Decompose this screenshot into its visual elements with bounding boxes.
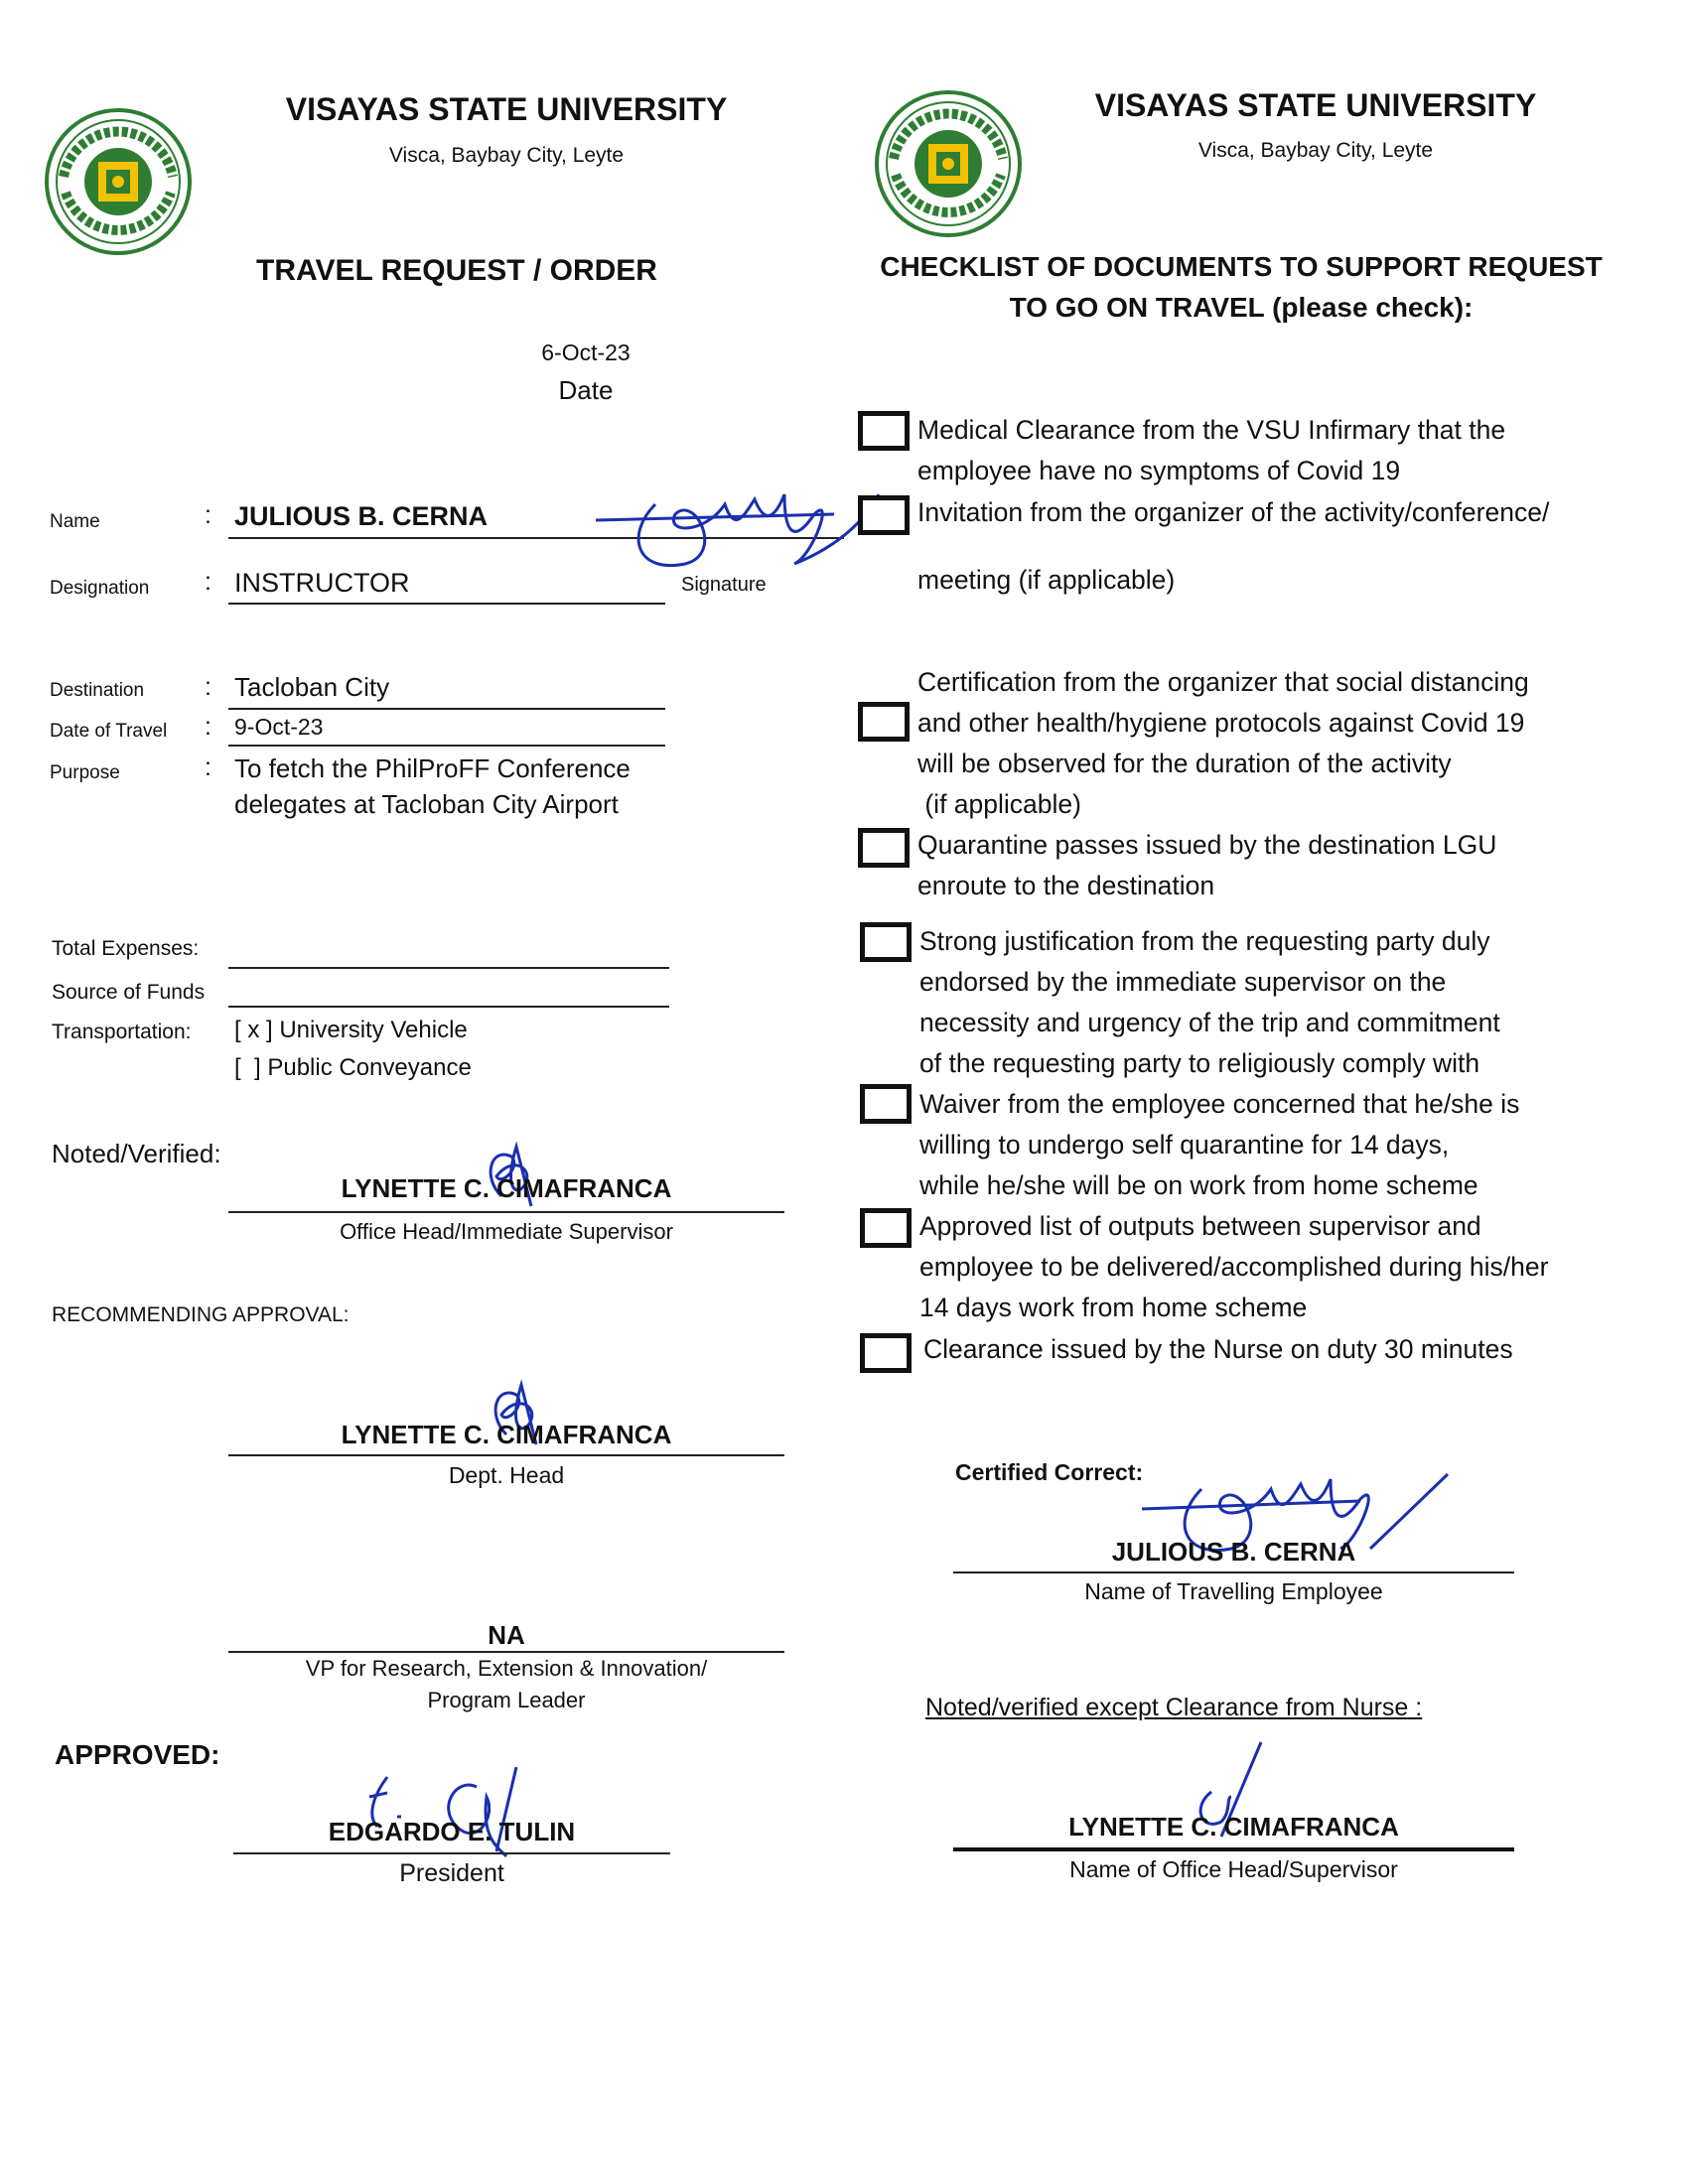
vp-name: NA [488,1620,525,1650]
checklist-item-7: Approved list of outputs between supervisor and employee to be delivered/accomplished during his/her 14 days work from home scheme [919,1211,1549,1322]
checkbox-invitation[interactable] [858,495,910,535]
checkbox-medical-clearance[interactable] [858,411,910,451]
purpose-line2: delegates at Tacloban City Airport [234,789,619,819]
total-expenses-label: Total Expenses: [52,937,200,960]
name-value: JULIOUS B. CERNA [234,501,489,531]
dept-head-name: LYNETTE C. CIMAFRANCA [341,1420,672,1449]
checklist-item-1: Medical Clearance from the VSU Infirmary that the employee have no symptoms of Covid 19 [917,415,1506,485]
checklist-item-3: Certification from the organizer that social distancing and other health/hygiene protocols against Covid 19 will be observed for the duration of the activity (if applicable) [917,667,1529,819]
office-head-title: Name of Office Head/Supervisor [1069,1856,1398,1882]
source-of-funds-underline [228,1006,669,1008]
office-head-name: LYNETTE C. CIMAFRANCA [1068,1812,1399,1842]
president-underline [233,1852,670,1854]
date-of-travel-value: 9-Oct-23 [234,714,324,740]
destination-label: Destination [50,680,145,701]
traveller-title: Name of Travelling Employee [1084,1578,1383,1604]
signature-icon [586,475,884,584]
noted-title: Office Head/Immediate Supervisor [340,1219,673,1244]
checklist-item-8: Clearance issued by the Nurse on duty 30 minutes [923,1334,1513,1364]
approved-label: APPROVED: [55,1739,220,1770]
checklist-item-2: Invitation from the organizer of the activity/conference/ meeting (if applicable) [917,497,1550,595]
president-signature-icon [357,1757,556,1866]
date-of-travel-underline [228,745,665,747]
office-head-underline [953,1847,1514,1851]
date-of-travel-colon: : [205,713,211,741]
destination-value: Tacloban City [234,672,390,702]
traveller-underline [953,1571,1514,1573]
transportation-label: Transportation: [52,1021,192,1043]
university-name: VISAYAS STATE UNIVERSITY [285,91,728,127]
designation-label: Designation [50,578,150,599]
purpose-line1: To fetch the PhilProFF Conference [234,753,631,783]
name-colon: : [205,501,211,529]
dept-head-underline [228,1454,784,1456]
designation-underline [228,603,665,605]
vp-underline [228,1651,784,1653]
designation-value: INSTRUCTOR [234,568,410,598]
certified-correct-label: Certified Correct: [955,1459,1144,1485]
noted-except-label: Noted/verified except Clearance from Nurse : [925,1694,1423,1721]
date-of-travel-label: Date of Travel [50,721,168,742]
purpose-label: Purpose [50,762,120,783]
checklist-title-line2: TO GO ON TRAVEL (please check): [1009,292,1474,323]
university-name-right: VISAYAS STATE UNIVERSITY [1094,87,1537,123]
designation-colon: : [205,568,211,596]
total-expenses-underline [228,967,669,969]
purpose-colon: : [205,753,211,781]
noted-name: LYNETTE C. CIMAFRANCA [341,1173,672,1203]
checklist-item-5: Strong justification from the requesting party duly endorsed by the immediate supervisor on the necessity and urgency of the trip and commitment of the requesting party to religiously comply with [919,926,1500,1078]
form-title: TRAVEL REQUEST / ORDER [256,254,657,287]
traveller-name: JULIOUS B. CERNA [1111,1537,1356,1567]
option-public-conveyance: [ ] Public Conveyance [234,1054,472,1081]
vp-title-line2: Program Leader [427,1688,586,1712]
university-seal-icon [44,107,193,256]
noted-underline [228,1211,784,1213]
name-label: Name [50,511,100,532]
signature-label: Signature [681,574,767,596]
checkbox-strong-justification[interactable] [860,922,912,962]
checkbox-nurse-clearance[interactable] [860,1333,912,1373]
checklist-item-6: Waiver from the employee concerned that he/she is willing to undergo self quarantine for 14 days, while he/she will be on work from home scheme [919,1089,1520,1200]
date-value: 6-Oct-23 [541,340,631,365]
dept-head-title: Dept. Head [448,1462,565,1488]
checklist-item-4: Quarantine passes issued by the destination LGU enroute to the destination [917,830,1497,900]
option-university-vehicle: [ x ] University Vehicle [234,1017,468,1043]
checkbox-certification[interactable] [858,702,910,742]
date-label: Date [558,375,614,405]
checkbox-quarantine-passes[interactable] [858,828,910,868]
president-title: President [399,1859,504,1887]
checkbox-approved-outputs[interactable] [860,1208,912,1248]
president-name: EDGARDO E. TULIN [328,1817,576,1846]
recommending-approval-label: RECOMMENDING APPROVAL: [52,1303,350,1326]
university-address: Visca, Baybay City, Leyte [388,144,625,167]
checkbox-waiver[interactable] [860,1084,912,1124]
checklist-title-line1: CHECKLIST OF DOCUMENTS TO SUPPORT REQUEST [880,251,1603,282]
university-seal-right-icon [874,89,1023,238]
university-address-right: Visca, Baybay City, Leyte [1197,139,1434,162]
vp-title-line1: VP for Research, Extension & Innovation/ [305,1656,708,1681]
noted-verified-label: Noted/Verified: [52,1139,221,1168]
source-of-funds-label: Source of Funds [52,981,206,1004]
destination-colon: : [205,673,211,701]
destination-underline [228,708,665,710]
